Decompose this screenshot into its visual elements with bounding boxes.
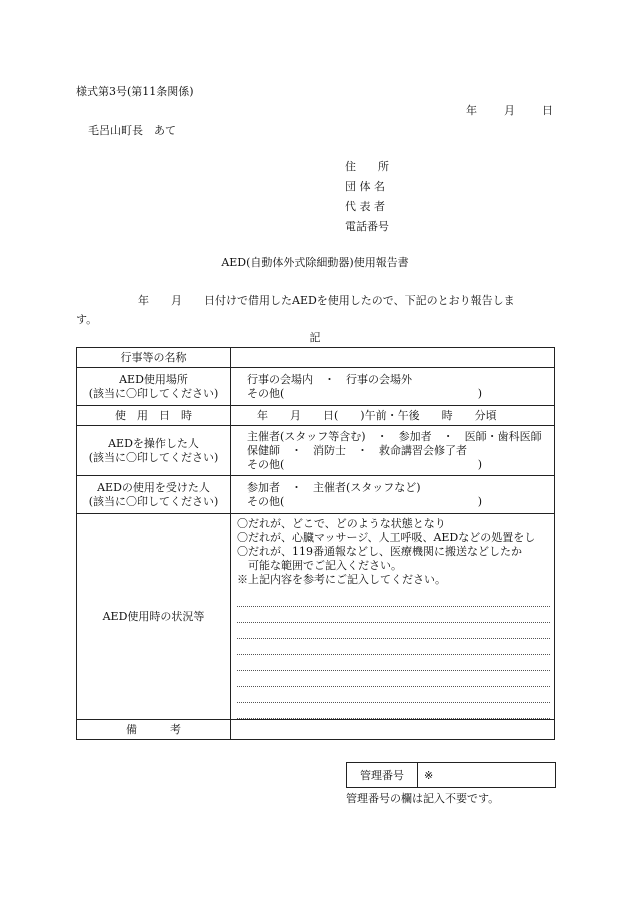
body-text-line2: す。	[76, 313, 98, 326]
writing-line[interactable]	[237, 671, 550, 687]
operator-other: その他( )	[247, 457, 482, 471]
remarks-field[interactable]	[231, 720, 555, 740]
recipient-other: その他( )	[247, 494, 482, 508]
row-remarks	[77, 720, 555, 740]
operator-field[interactable]	[231, 426, 555, 476]
recipient-label: AEDの使用を受けた人 (該当に〇印してください)	[77, 476, 231, 514]
applicant-phone-label: 電話番号	[345, 220, 389, 233]
situation-label: AED使用時の状況等	[77, 514, 231, 720]
place-options: 行事の会場内 ・ 行事の会場外	[247, 372, 412, 386]
writing-line[interactable]	[237, 607, 550, 623]
management-number-box	[346, 762, 556, 788]
situation-guide-2: 〇だれが、心臓マッサージ、人工呼吸、AEDなどの処置をし	[237, 531, 536, 544]
situation-field[interactable]	[231, 514, 555, 720]
row-place	[77, 368, 555, 406]
recipient-options: 参加者 ・ 主催者(スタッフなど)	[247, 480, 421, 494]
date-year: 年	[466, 104, 477, 117]
management-number-note: 管理番号の欄は記入不要です。	[346, 792, 500, 805]
applicant-block	[345, 160, 389, 240]
place-field[interactable]	[231, 368, 555, 406]
place-other: その他( )	[247, 386, 482, 400]
situation-guide-1: 〇だれが、どこで、どのような状態となり	[237, 517, 446, 530]
writing-line[interactable]	[237, 687, 550, 703]
date-month: 月	[504, 104, 515, 117]
datetime-field[interactable]: 年 月 日( )午前・午後 時 分頃	[231, 406, 555, 426]
operator-label: AEDを操作した人 (該当に〇印してください)	[77, 426, 231, 476]
situation-guide-5: ※上記内容を参考にご記入してください。	[237, 573, 446, 586]
applicant-representative-label: 代 表 者	[345, 200, 385, 213]
row-event-name	[77, 348, 555, 368]
management-number-label: 管理番号	[347, 763, 418, 787]
operator-options-1: 主催者(スタッフ等含む) ・ 参加者 ・ 医師・歯科医師	[247, 429, 542, 443]
body-text-line1: 年 月 日付けで借用したAEDを使用したので、下記のとおり報告しま	[138, 294, 515, 307]
management-number-field[interactable]: ※	[424, 768, 434, 782]
writing-line[interactable]	[237, 623, 550, 639]
row-situation	[77, 514, 555, 720]
event-name-label: 行事等の名称	[77, 348, 231, 368]
place-label: AED使用場所 (該当に〇印してください)	[77, 368, 231, 406]
applicant-group-label: 団 体 名	[345, 180, 385, 193]
writing-line[interactable]	[237, 655, 550, 671]
row-operator	[77, 426, 555, 476]
operator-options-2: 保健師 ・ 消防士 ・ 救命講習会修了者	[247, 443, 467, 457]
addressee: 毛呂山町長 あて	[88, 124, 176, 137]
writing-line[interactable]	[237, 591, 550, 607]
remarks-label: 備 考	[77, 720, 231, 740]
date-day: 日	[542, 104, 553, 117]
writing-line[interactable]	[237, 639, 550, 655]
situation-guide-3: 〇だれが、119番通報などし、医療機関に搬送などしたか	[237, 545, 522, 558]
row-datetime	[77, 406, 555, 426]
datetime-label: 使 用 日 時	[77, 406, 231, 426]
document-title: AED(自動体外式除細動器)使用報告書	[221, 256, 409, 269]
report-table	[76, 347, 555, 740]
writing-line[interactable]	[237, 703, 550, 719]
row-recipient	[77, 476, 555, 514]
situation-guide-4: 可能な範囲でご記入ください。	[237, 559, 402, 572]
event-name-field[interactable]	[231, 348, 555, 368]
ki-heading: 記	[309, 331, 321, 344]
form-number: 様式第3号(第11条関係)	[76, 85, 194, 98]
date-line	[466, 104, 553, 118]
recipient-field[interactable]	[231, 476, 555, 514]
applicant-address-label: 住 所	[345, 160, 389, 173]
